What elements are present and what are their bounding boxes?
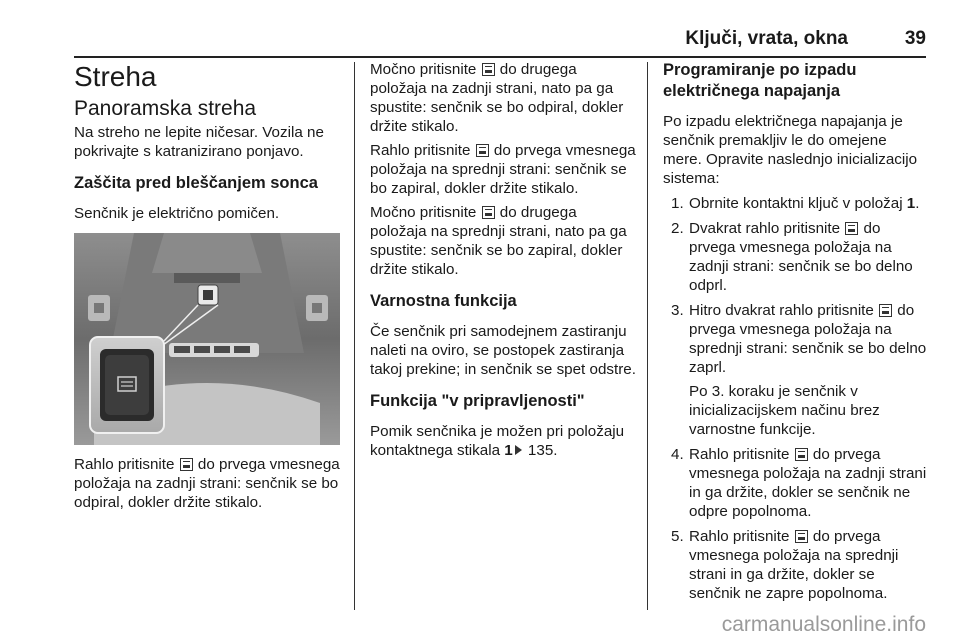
sunblind-switch-icon <box>845 222 858 235</box>
sunblind-switch-icon <box>795 448 808 461</box>
sunblind-switch-icon <box>879 304 892 317</box>
programming-intro: Po izpadu električnega napajanja je senčnik premakljiv le do omejene mere. Opravite naslednjo inicializacijo sistema: <box>663 113 918 187</box>
sunblind-switch-icon <box>795 530 808 543</box>
sunblind-switch-icon <box>476 144 489 157</box>
initialization-steps <box>663 194 929 603</box>
page-header <box>74 28 926 54</box>
list-item: 5. Rahlo pritisnite do prvega vmesnega položaja na sprednji strani in ga držite, dokler se senčnik ne zapre popolnoma. <box>671 528 899 602</box>
safety-function-text: Če senčnik pri samodejnem zastiranju naleti na oviro, se postopek zastiranja takoj prekine; in senčnik se spet odstre. <box>370 323 636 378</box>
sunblind-switch-photo <box>74 233 340 445</box>
roof-warning-text: Na streho ne lepite ničesar. Vozila ne pokrivajte s katranizirano ponjavo. <box>74 124 324 160</box>
page-number: 39 <box>904 28 926 49</box>
instruction-strong-rear: Močno pritisnite do drugega položaja na zadnji strani, nato pa ga spustite: senčnik se bo odpiral, dokler držite stikalo. <box>370 61 624 135</box>
page-reference-link[interactable]: 135. <box>523 442 558 459</box>
list-item: 3. Hitro dvakrat rahlo pritisnite do prvega vmesnega položaja na sprednji strani: senčnik se bo delno zaprl. Po 3. koraku je senčnik v inicializacijskem načinu brez varnostne funkcije. <box>663 301 929 439</box>
instruction-light-front: Rahlo pritisnite do prvega vmesnega položaja na sprednji strani: senčnik se bo zapiral, dokler držite stikalo. <box>370 142 636 197</box>
column-2 <box>370 60 636 460</box>
safety-function-heading: Varnostna funkcija <box>370 292 517 310</box>
list-item: 2. Dvakrat rahlo pritisnite do prvega vmesnega položaja na zadnji strani: senčnik se bo delno odprl. <box>671 220 913 294</box>
column-divider-1 <box>354 62 355 610</box>
instruction-light-rear: Rahlo pritisnite do prvega vmesnega položaja na zadnji strani: senčnik se bo odpiral, dokler držite stikalo. <box>74 456 340 511</box>
sunblind-switch-icon <box>482 63 495 76</box>
sunblind-intro: Senčnik je električno pomičen. <box>74 205 280 222</box>
sunblind-heading: Zaščita pred bleščanjem sonca <box>74 174 318 192</box>
standby-function-text: Pomik senčnika je možen pri položaju kontaktnega stikala 1 135. <box>370 423 625 459</box>
header-rule <box>74 56 926 58</box>
page-reference-arrow-icon <box>515 445 522 455</box>
sunblind-switch-icon <box>482 206 495 219</box>
standby-function-heading: Funkcija "v pripravljenosti" <box>370 392 585 410</box>
programming-heading: Programiranje po izpadu električnega napajanja <box>663 61 857 100</box>
list-item: 1. Obrnite kontaktni ključ v položaj 1. <box>671 195 920 212</box>
list-item: 4. Rahlo pritisnite do prvega vmesnega položaja na zadnji strani in ga držite, dokler se senčnik ne odpre popolnoma. <box>671 446 927 520</box>
subsection-title: Panoramska streha <box>74 97 257 120</box>
instruction-strong-front: Močno pritisnite do drugega položaja na sprednji strani, nato pa ga spustite: senčnik se bo zapiral, dokler držite stikalo. <box>370 204 627 278</box>
sunblind-switch-icon <box>180 458 193 471</box>
chapter-title: Ključi, vrata, okna <box>685 28 848 49</box>
step-3-note: Po 3. koraku je senčnik v inicializacijskem načinu brez varnostne funkcije. <box>689 383 880 438</box>
column-1 <box>74 60 344 512</box>
column-3 <box>663 60 929 603</box>
watermark: carmanualsonline.info <box>721 613 926 636</box>
section-title: Streha <box>74 61 157 92</box>
column-divider-2 <box>647 62 648 610</box>
